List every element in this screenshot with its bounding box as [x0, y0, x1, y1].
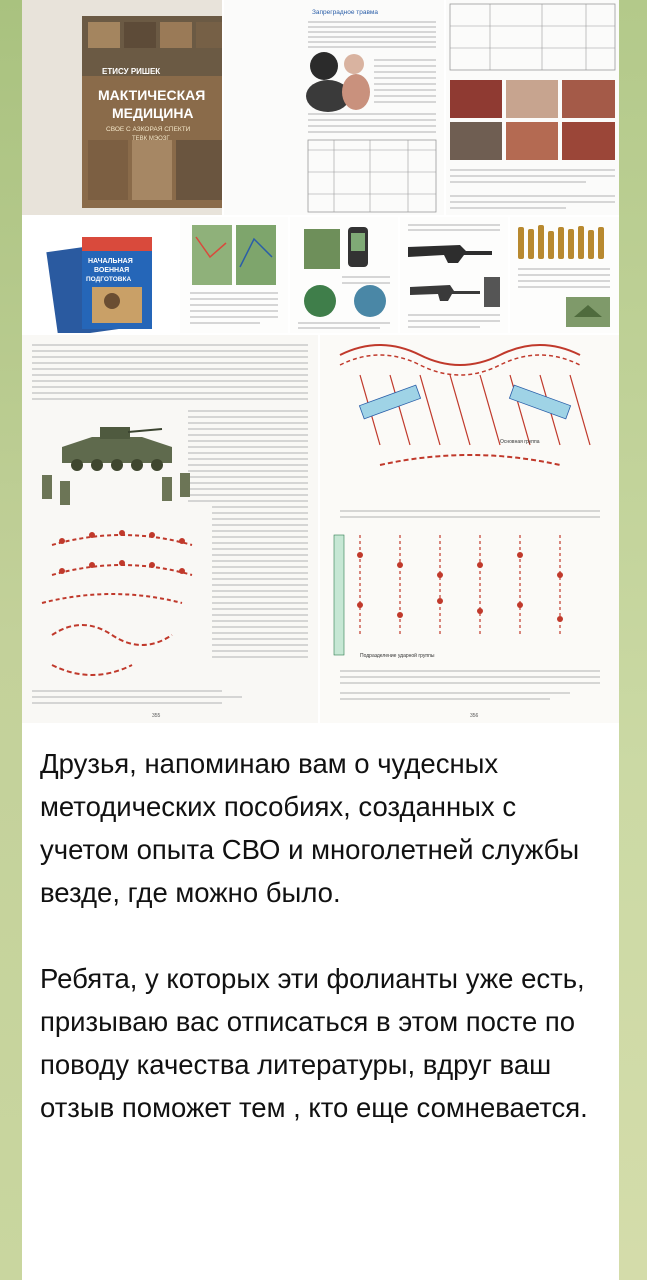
photo-wound-table[interactable]: [446, 0, 619, 215]
photo-rifle-page[interactable]: [400, 217, 508, 333]
message-paragraph-2: Ребята, у которых эти фолианты уже есть, призываю вас отписаться в этом посте по поводу качества литературы, вдруг ваш отзыв поможет тем , кто еще сомневается.: [40, 963, 588, 1123]
book-cover-art: [22, 0, 222, 215]
cover-author: ЕТИСУ РИШЕК: [102, 67, 161, 76]
message-bubble: [22, 0, 619, 1280]
media-album[interactable]: [22, 0, 619, 723]
photo-book-cover-2[interactable]: [22, 217, 178, 333]
message-paragraph-1: Друзья, напоминаю вам о чудесных методических пособиях, созданных с учетом опыта СВО и многолетней службы везде, где можно было.: [40, 748, 580, 908]
chat-background-right: [619, 0, 647, 1280]
cover2-title-line2: ВОЕННАЯ: [94, 267, 130, 274]
legend-lower: Подразделение ударной группы: [360, 653, 435, 659]
cover-title-line2: МЕДИЦИНА: [112, 105, 194, 121]
photo-tactics-page-355[interactable]: [22, 335, 318, 723]
page-heading: Запреградное травма: [312, 9, 378, 16]
legend-upper: Основная группа: [500, 439, 540, 445]
photo-gps-page[interactable]: [290, 217, 398, 333]
photo-tactics-page-356[interactable]: [320, 335, 619, 723]
cover2-title-line1: НАЧАЛЬНАЯ: [88, 258, 133, 265]
document-page-art: [224, 0, 444, 215]
photo-book-cover[interactable]: [22, 0, 222, 215]
cover-subtitle: СВОЕ С АЗКОРАЯ СПЕКТИ: [106, 126, 191, 133]
rifle-page-art: [400, 217, 508, 333]
photo-cartridges-page[interactable]: [510, 217, 619, 333]
page-number-356: 356: [470, 713, 479, 719]
book-cover-2-art: [22, 217, 178, 333]
cover-footer: ТЕВК МЭОЗГ: [132, 136, 170, 142]
message-text: [40, 742, 605, 1129]
page-number-355: 355: [152, 713, 161, 719]
gps-page-art: [290, 217, 398, 333]
photo-maps-page[interactable]: [180, 217, 288, 333]
maps-page-art: [180, 217, 288, 333]
tactics-page-356-art: [320, 335, 619, 723]
photo-document-page[interactable]: [224, 0, 444, 215]
wound-table-art: [446, 0, 619, 215]
chat-background-left: [0, 0, 22, 1280]
cartridges-page-art: [510, 217, 619, 333]
cover2-title-line3: ПОДГОТОВКА: [86, 276, 132, 283]
cover-title-line1: МАКТИЧЕСКАЯ: [98, 87, 206, 103]
tactics-page-355-art: [22, 335, 318, 723]
